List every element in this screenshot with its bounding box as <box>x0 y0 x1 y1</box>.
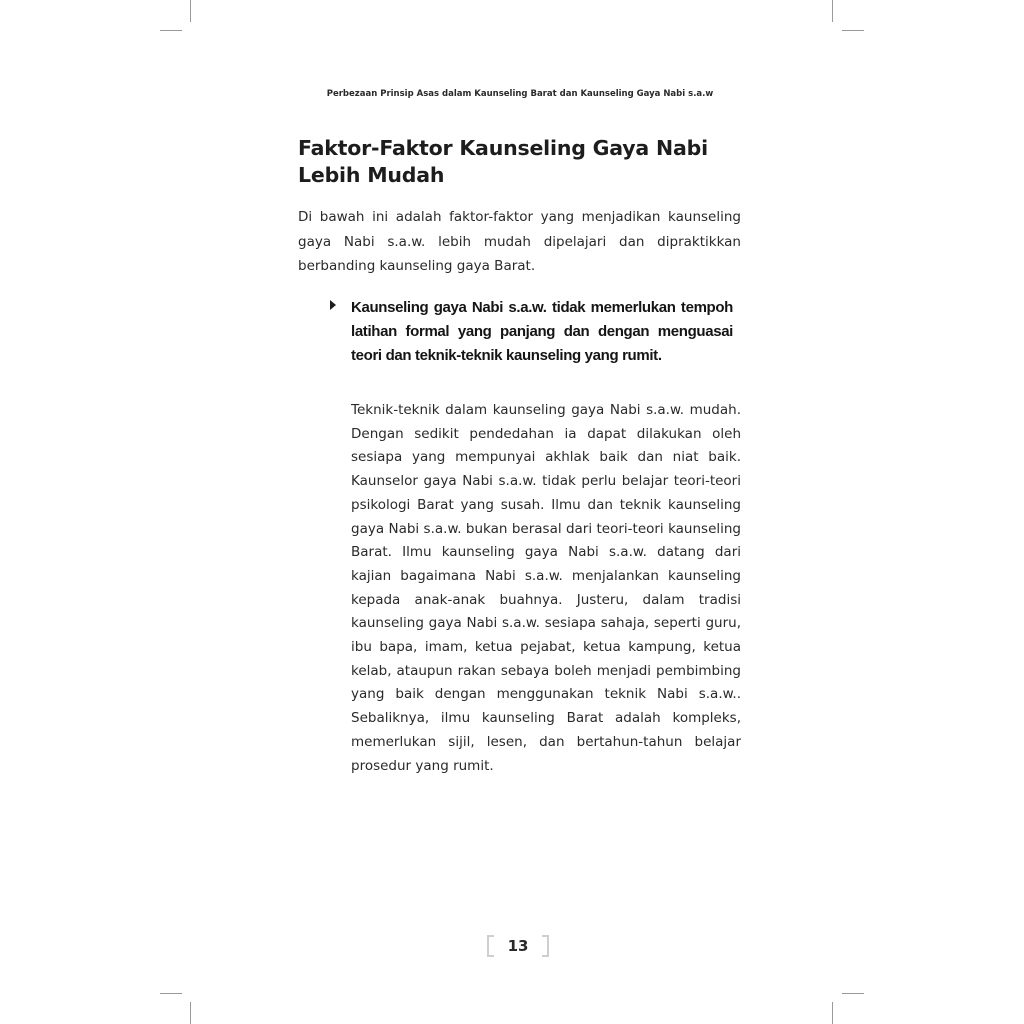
crop-mark <box>160 30 182 31</box>
crop-mark <box>190 0 191 22</box>
page-number <box>484 932 552 960</box>
intro-paragraph: Di bawah ini adalah faktor-faktor yang menjadikan kaunseling gaya Nabi s.a.w. lebih mudah dipelajari dan dipraktikkan berbanding kaunseling gaya Barat. <box>298 209 741 274</box>
crop-mark <box>832 0 833 22</box>
running-head: Perbezaan Prinsip Asas dalam Kaunseling Barat dan Kaunseling Gaya Nabi s.a.w <box>326 89 714 99</box>
left-bracket-icon <box>487 935 494 957</box>
crop-mark <box>190 1002 191 1024</box>
crop-mark <box>842 993 864 994</box>
crop-mark <box>160 993 182 994</box>
crop-mark <box>832 1002 833 1024</box>
bullet-body: Teknik-teknik dalam kaunseling gaya Nabi s.a.w. mudah. Dengan sedikit pendedahan ia dapat dilakukan oleh sesiapa yang mempunyai akhlak baik dan niat baik. Kaunselor gaya Nabi s.a.w. tidak perlu belajar teori-teori psikologi Barat yang susah. Ilmu dan teknik kaunseling gaya Nabi s.a.w. bukan berasal dari teori-teori kaunseling Barat. Ilmu kaunseling gaya Nabi s.a.w. datang dari kajian bagaimana Nabi s.a.w. menjalankan kaunseling kepada anak-anak buahnya. Justeru, dalam tradisi kaunseling gaya Nabi s.a.w. sesiapa sahaja, seperti guru, ibu bapa, imam, ketua pejabat, ketua kampung, ketua kelab, ataupun rakan sebaya boleh menjadi pembimbing yang baik dengan menggunakan teknik Nabi s.a.w.. Sebaliknya, ilmu kaunseling Barat adalah kompleks, memerlukan sijil, lesen, dan bertahun-tahun belajar prosedur yang rumit. <box>351 402 741 774</box>
crop-mark <box>842 30 864 31</box>
right-bracket-icon <box>542 935 549 957</box>
page-number-value: 13 <box>507 937 529 955</box>
bullet-heading: Kaunseling gaya Nabi s.a.w. tidak memerlukan tempoh latihan formal yang panjang dan dengan menguasai teori dan teknik-teknik kaunseling yang rumit. <box>351 299 733 364</box>
triangle-right-icon <box>330 300 336 310</box>
section-title: Faktor-Faktor Kaunseling Gaya Nabi Lebih Mudah <box>298 136 708 187</box>
